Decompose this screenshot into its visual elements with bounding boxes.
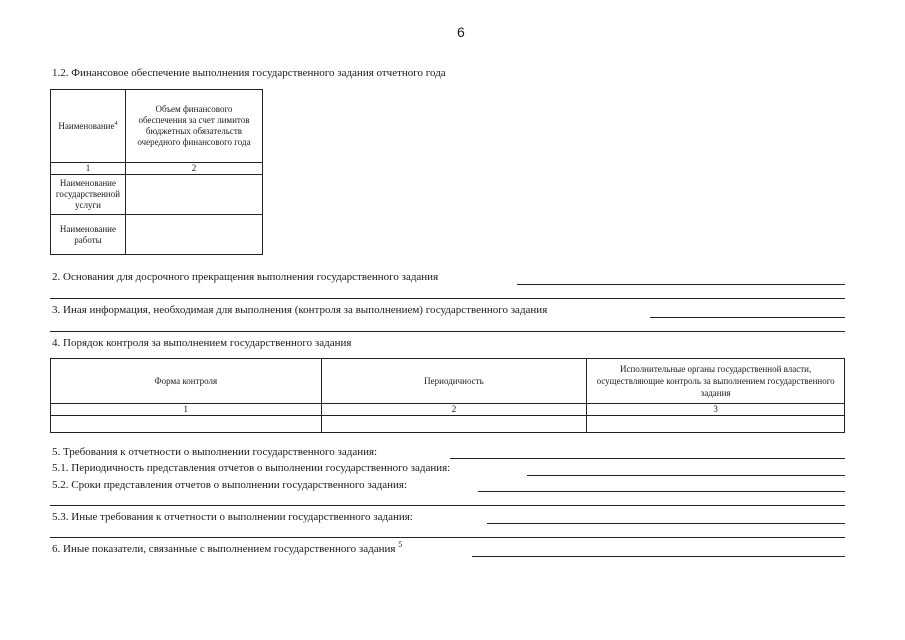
section-5-fill-line[interactable] — [450, 458, 845, 459]
section-5-1-fill-line[interactable] — [527, 475, 845, 476]
row-value-work[interactable] — [125, 215, 262, 255]
section-3-text: 3. Иная информация, необходимая для выполнения (контроля за выполнением) государственного задания — [52, 304, 548, 316]
column-number-cell: 2 — [321, 404, 587, 416]
section-6-text — [52, 540, 403, 556]
section-5-3-text: 5.3. Иные требования к отчетности о выполнении государственного задания: — [52, 511, 413, 523]
header-name-label: Наименование — [58, 120, 115, 131]
section-5-2-fill-line-2[interactable] — [50, 505, 845, 506]
table-header-volume: Объем финансового обеспечения за счет лимитов бюджетных обязательств очередного финансового года — [125, 90, 262, 163]
table-cell[interactable] — [51, 416, 322, 433]
row-value-service[interactable] — [125, 175, 262, 215]
section-2-fill-line[interactable] — [517, 284, 845, 285]
financial-support-table — [50, 89, 263, 255]
section-1-2-heading: 1.2. Финансовое обеспечение выполнения государственного задания отчетного года — [52, 67, 446, 79]
table-cell[interactable] — [321, 416, 587, 433]
section-5-2-text: 5.2. Сроки представления отчетов о выполнении государственного задания: — [52, 479, 408, 491]
section-2-text: 2. Основания для досрочного прекращения выполнения государственного задания — [52, 271, 439, 283]
table-header-name — [51, 90, 126, 163]
header-periodicity: Периодичность — [321, 359, 587, 404]
header-executive-bodies: Исполнительные органы государственной власти, осуществляющие контроль за выполнением государственного задания — [587, 359, 845, 404]
column-number-cell: 1 — [51, 404, 322, 416]
header-control-form: Форма контроля — [51, 359, 322, 404]
column-number-cell: 1 — [51, 163, 126, 175]
section-3-fill-line-2[interactable] — [50, 331, 845, 332]
section-3-fill-line[interactable] — [650, 317, 845, 318]
page-number: 6 — [457, 24, 465, 40]
section-6-label: 6. Иные показатели, связанные с выполнением государственного задания — [52, 543, 396, 555]
section-5-3-fill-line-2[interactable] — [50, 537, 845, 538]
control-procedure-table — [50, 358, 845, 433]
footnote-marker: 5 — [398, 540, 403, 549]
section-5-2-fill-line[interactable] — [478, 491, 845, 492]
section-4-heading: 4. Порядок контроля за выполнением государственного задания — [52, 337, 352, 349]
column-number-cell: 3 — [587, 404, 845, 416]
section-6-fill-line[interactable] — [472, 556, 845, 557]
footnote-marker: 4 — [114, 120, 118, 127]
section-5-heading: 5. Требования к отчетности о выполнении государственного задания: — [52, 446, 378, 458]
row-label-service: Наименование государственной услуги — [51, 175, 126, 215]
section-5-3-fill-line[interactable] — [487, 523, 845, 524]
table-cell[interactable] — [587, 416, 845, 433]
section-2-fill-line-2[interactable] — [50, 298, 845, 299]
row-label-work: Наименование работы — [51, 215, 126, 255]
column-number-cell: 2 — [125, 163, 262, 175]
section-5-1-text: 5.1. Периодичность представления отчетов о выполнении государственного задания: — [52, 462, 451, 474]
